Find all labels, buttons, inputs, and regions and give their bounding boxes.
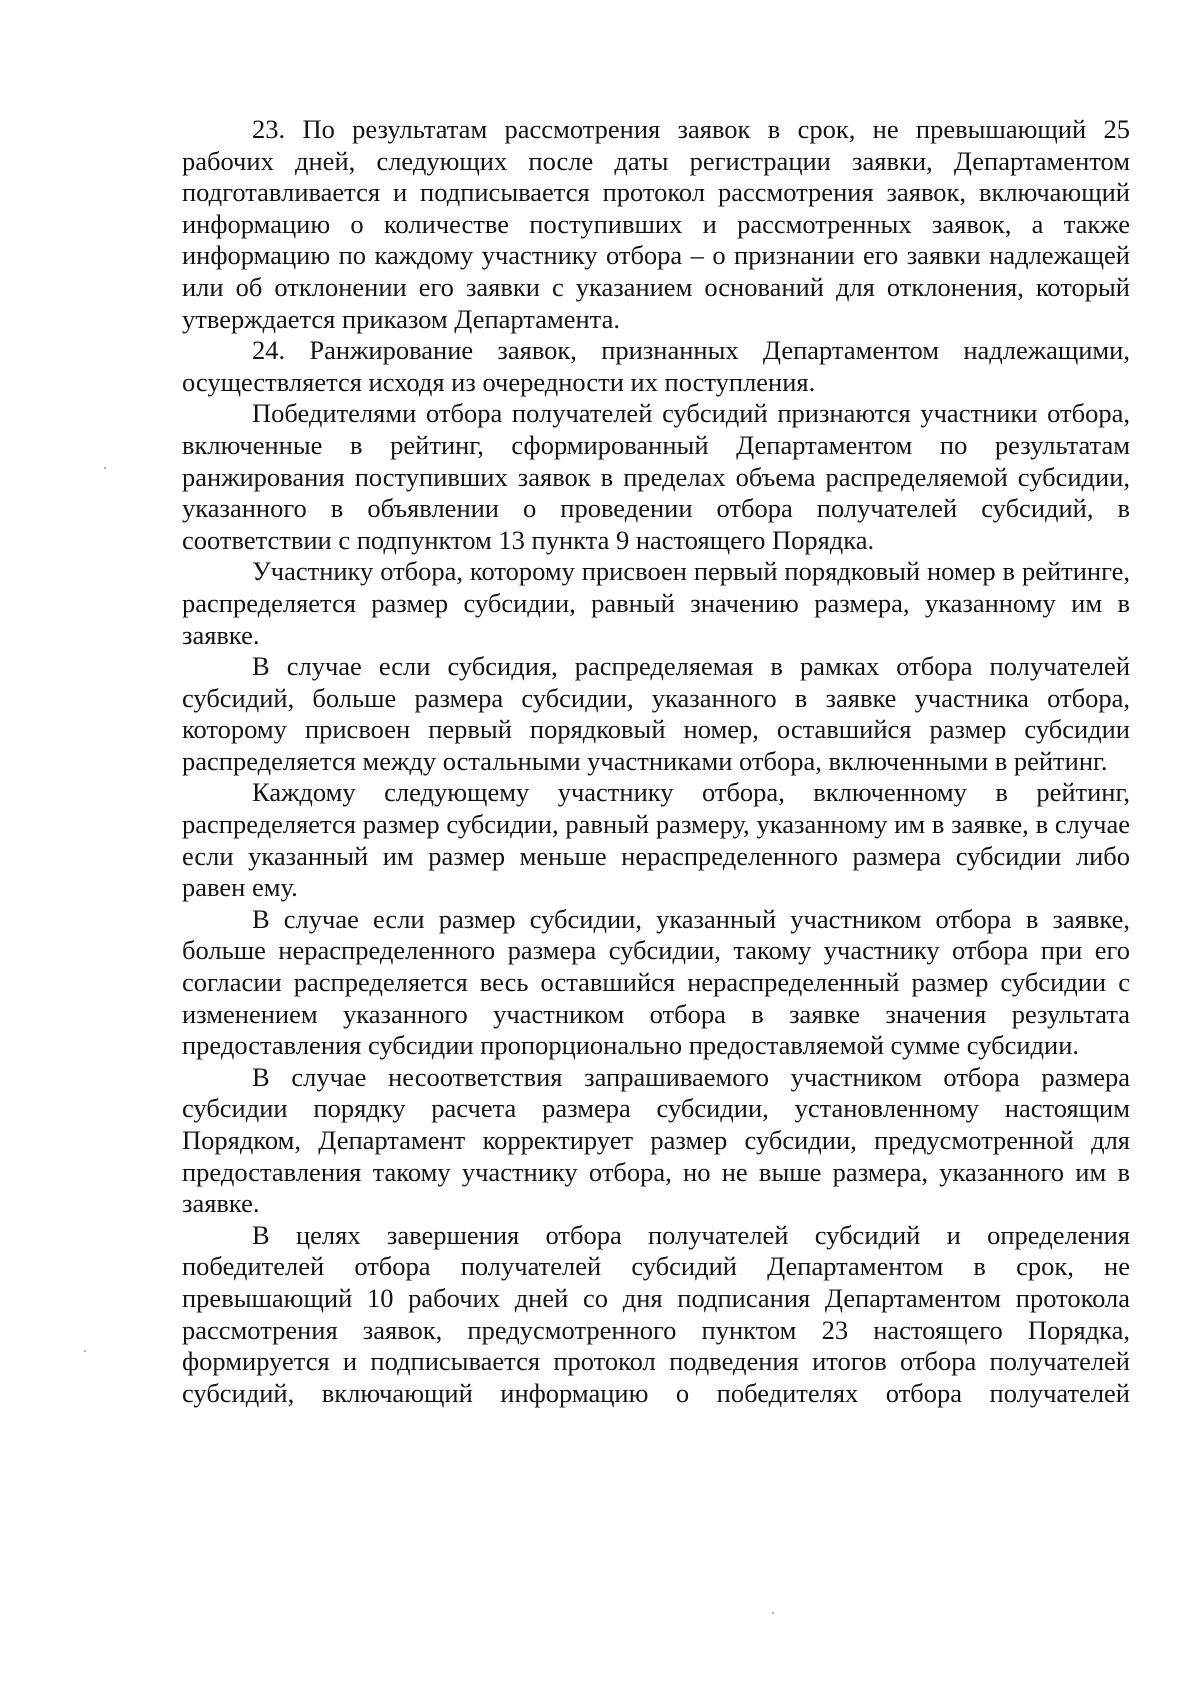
paragraph-23: 23. По результатам рассмотрения заявок в срок, не превышающий 25 рабочих дней, следующих после даты регистрации заявки, Департаментом подготавливается и подписывается протокол рассмотрения заявок, включающий информацию о количестве поступивших и рассмотренных заявок, а также информацию по каждому участнику отбора – о признании его заявки надлежащей или об отклонении его заявки с указанием оснований для отклонения, который утверждается приказом Департамента. <box>182 114 1130 334</box>
scan-speck <box>104 467 106 469</box>
document-page <box>182 114 1130 1409</box>
paragraph-mismatch: В случае несоответствия запрашиваемого участником отбора размера субсидии порядку расчета размера субсидии, установленному настоящим Порядком, Департамент корректирует размер субсидии, предусмотренной для предоставления такому участнику отбора, но не выше размера, указанного им в заявке. <box>182 1061 1130 1219</box>
paragraph-remaining-subsidy: В случае если субсидия, распределяемая в рамках отбора получателей субсидий, больше размера субсидии, указанного в заявке участника отбора, которому присвоен первый порядковый номер, оставшийся размер субсидии распределяется между остальными участниками отбора, включенными в рейтинг. <box>182 651 1130 776</box>
paragraph-first-participant: Участнику отбора, которому присвоен первый порядковый номер в рейтинге, распределяется размер субсидии, равный значению размера, указанному им в заявке. <box>182 556 1130 650</box>
paragraph-next-participant: Каждому следующему участнику отбора, включенному в рейтинг, распределяется размер субсидии, равный размеру, указанному им в заявке, в случае если указанный им размер меньше нераспределенного размера субсидии либо равен ему. <box>182 777 1130 903</box>
scan-speck <box>772 1612 774 1614</box>
paragraph-24: 24. Ранжирование заявок, признанных Департаментом надлежащими, осуществляется исходя из очередности их поступления. <box>182 335 1130 397</box>
scan-speck <box>84 1350 86 1352</box>
paragraph-completion: В целях завершения отбора получателей субсидий и определения победителей отбора получателей субсидий Департаментом в срок, не превышающий 10 рабочих дней со дня подписания Департаментом протокола рассмотрения заявок, предусмотренного пунктом 23 настоящего Порядка, формируется и подписывается протокол подведения итогов отбора получателей субсидий, включающий информацию о победителях отбора получателей <box>182 1219 1130 1408</box>
paragraph-excess-request: В случае если размер субсидии, указанный участником отбора в заявке, больше нераспределенного размера субсидии, такому участнику отбора при его согласии распределяется весь оставшийся нераспределенный размер субсидии с изменением указанного участником отбора в заявке значения результата предоставления субсидии пропорционально предоставляемой сумме субсидии. <box>182 903 1130 1061</box>
paragraph-winners: Победителями отбора получателей субсидий признаются участники отбора, включенные в рейтинг, сформированный Департаментом по результатам ранжирования поступивших заявок в пределах объема распределяемой субсидии, указанного в объявлении о проведении отбора получателей субсидий, в соответствии с подпунктом 13 пункта 9 настоящего Порядка. <box>182 398 1130 555</box>
